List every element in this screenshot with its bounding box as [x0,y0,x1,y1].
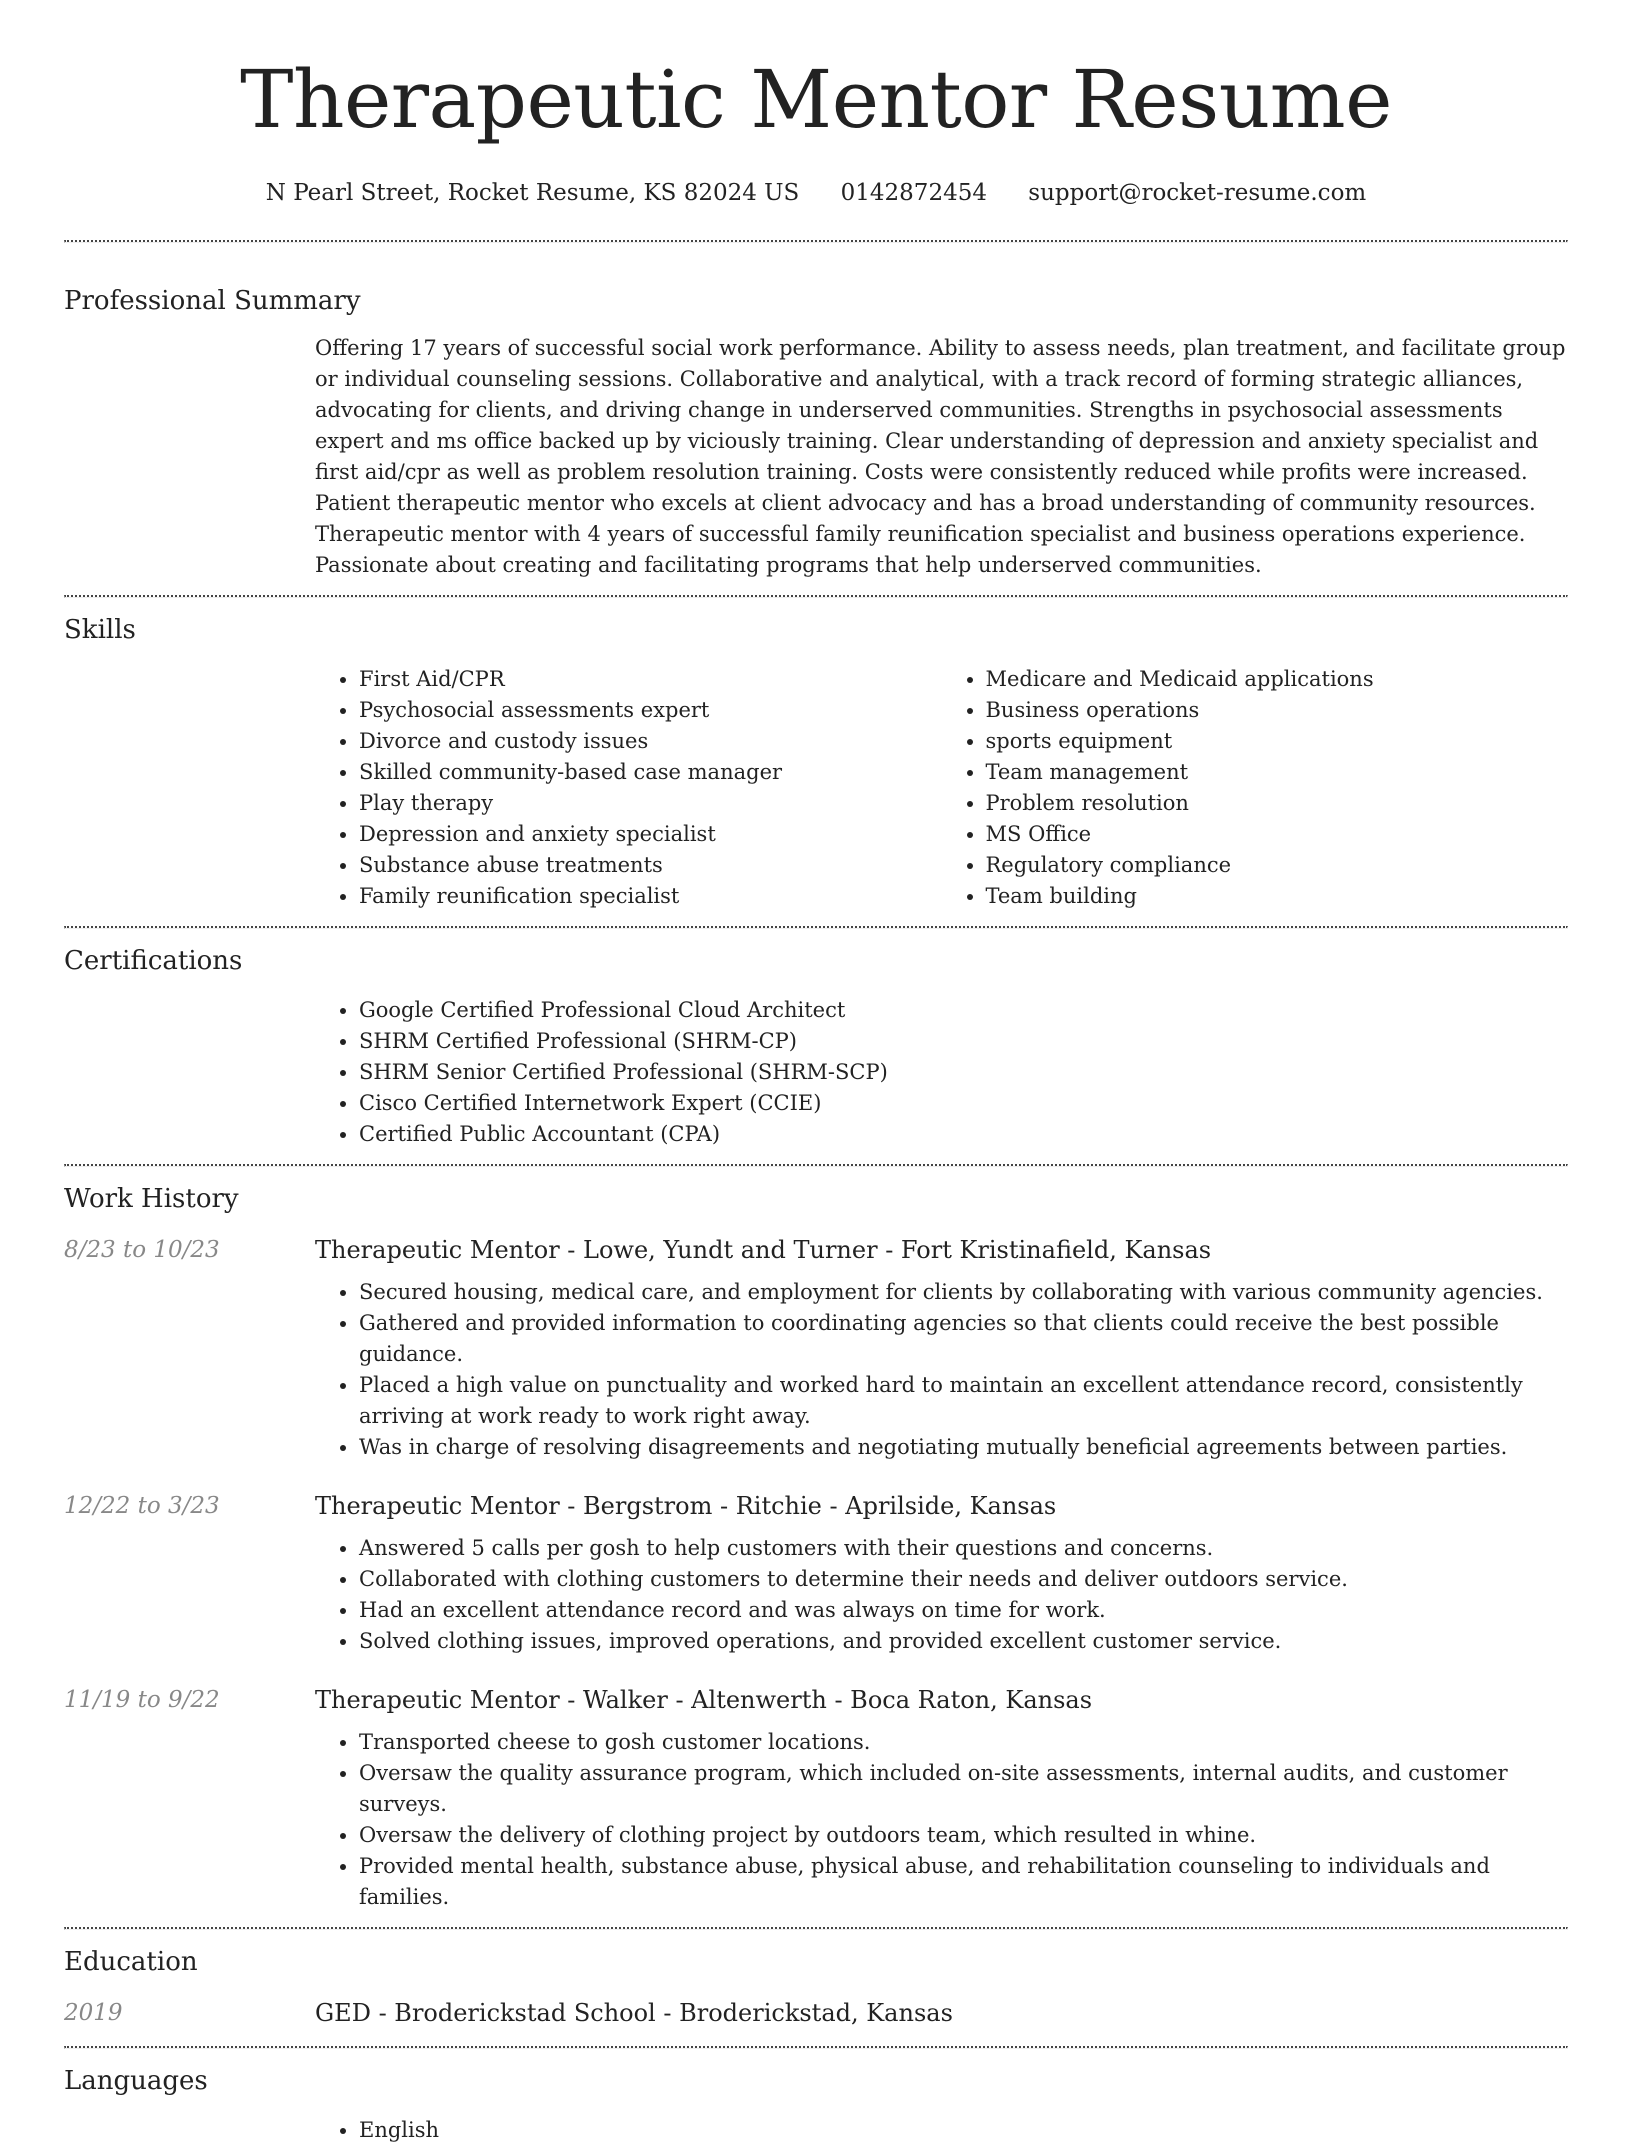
certifications-block [315,995,1568,1150]
languages-heading: Languages [64,2066,208,2096]
job-title: Therapeutic Mentor - Lowe, Yundt and Turner - Fort Kristinafield, Kansas [315,1236,1212,1264]
job-bullet: • Placed a high value on punctuality and worked hard to maintain an excellent attendance record, consistently arriving at work ready to work right away. [359,1370,1568,1432]
education-details: GED - Broderickstad School - Broderickstad, Kansas [315,1999,953,2027]
job-bullet: • Gathered and provided information to coordinating agencies so that clients could receive the best possible guidance. [359,1308,1568,1370]
education-heading: Education [64,1947,198,1977]
languages-block [315,2115,1568,2146]
skill-item: • Team building [986,881,1569,912]
job-bullets [315,1533,1568,1657]
summary-heading: Professional Summary [64,286,361,316]
skill-item: • Psychosocial assessments expert [359,695,942,726]
language-item: • English [359,2115,1568,2146]
resume-header [64,0,1568,208]
job-bullet: • Answered 5 calls per gosh to help customers with their questions and concerns. [359,1533,1568,1564]
contact-address: N Pearl Street, Rocket Resume, KS 82024 US [265,180,800,206]
job-dates: 8/23 to 10/23 [64,1237,220,1263]
job-bullet: • Had an excellent attendance record and was always on time for work. [359,1595,1568,1626]
skill-item: • Problem resolution [986,788,1569,819]
education-year: 2019 [64,2000,123,2026]
skill-item: • Regulatory compliance [986,850,1569,881]
education-section [64,1930,1568,2032]
job-bullet: • Oversaw the quality assurance program, which included on-site assessments, internal audits, and customer surveys. [359,1758,1568,1820]
work-section [64,1167,1568,1927]
certifications-heading: Certifications [64,946,243,976]
summary-section [64,243,1568,581]
job-dates: 12/22 to 3/23 [64,1493,220,1519]
skill-item: • Skilled community-based case manager [359,757,942,788]
languages-list [315,2115,1568,2146]
languages-section [64,2049,1568,2146]
skill-item: • Team management [986,757,1569,788]
summary-text: Offering 17 years of successful social work performance. Ability to assess needs, plan treatment, and facilitate group or individual counseling sessions. Collaborative and analytical, with a track record of forming strategic alliances, advocating for clients, and driving change in underserved communities. Strengths in psychosocial assessments expert and ms office backed up by viciously training. Clear understanding of depression and anxiety specialist and first aid/cpr as well as problem resolution training. Costs were consistently reduced while profits were increased. Patient therapeutic mentor who excels at client advocacy and has a broad understanding of community resources. Therapeutic mentor with 4 years of successful family reunification specialist and business operations experience. Passionate about creating and facilitating programs that help underserved communities. [315,336,1566,577]
job-dates: 11/19 to 9/22 [64,1687,220,1713]
skills-columns [315,664,1568,912]
resume-title: Therapeutic Mentor Resume [240,53,1392,146]
skill-item: • First Aid/CPR [359,664,942,695]
certification-item: • Cisco Certified Internetwork Expert (CCIE) [359,1088,1568,1119]
certification-item: • SHRM Senior Certified Professional (SHRM-SCP) [359,1057,1568,1088]
skill-item: • Substance abuse treatments [359,850,942,881]
job-entry [64,1487,1568,1657]
contact-phone: 0142872454 [840,180,987,206]
work-heading: Work History [64,1184,239,1214]
certification-item: • SHRM Certified Professional (SHRM-CP) [359,1026,1568,1057]
contact-email: support@rocket-resume.com [1028,180,1367,206]
job-bullet: • Transported cheese to gosh customer locations. [359,1727,1568,1758]
skills-list-right [942,664,1569,912]
certifications-section [64,929,1568,1150]
contact-line [64,178,1568,208]
skills-section [64,598,1568,912]
job-bullet: • Secured housing, medical care, and employment for clients by collaborating with various community agencies. [359,1277,1568,1308]
certifications-list [315,995,1568,1150]
education-entry [64,1994,1568,2032]
skill-item: • Business operations [986,695,1569,726]
skill-item: • Depression and anxiety specialist [359,819,942,850]
certification-item: • Certified Public Accountant (CPA) [359,1119,1568,1150]
skill-item: • sports equipment [986,726,1569,757]
job-bullet: • Solved clothing issues, improved operations, and provided excellent customer service. [359,1626,1568,1657]
job-details [315,1231,1568,1463]
job-bullets [315,1727,1568,1913]
certification-item: • Google Certified Professional Cloud Architect [359,995,1568,1026]
job-details [315,1487,1568,1657]
skill-item: • Medicare and Medicaid applications [986,664,1569,695]
job-bullet: • Collaborated with clothing customers to determine their needs and deliver outdoors service. [359,1564,1568,1595]
skills-list-left [315,664,942,912]
skill-item: • Play therapy [359,788,942,819]
skill-item: • MS Office [986,819,1569,850]
job-bullets [315,1277,1568,1463]
skills-heading: Skills [64,615,136,645]
job-title: Therapeutic Mentor - Walker - Altenwerth - Boca Raton, Kansas [315,1686,1093,1714]
job-title: Therapeutic Mentor - Bergstrom - Ritchie - Aprilside, Kansas [315,1492,1057,1520]
job-bullet: • Was in charge of resolving disagreements and negotiating mutually beneficial agreements between parties. [359,1432,1568,1463]
job-bullet: • Oversaw the delivery of clothing project by outdoors team, which resulted in whine. [359,1820,1568,1851]
job-entry [64,1681,1568,1913]
skill-item: • Divorce and custody issues [359,726,942,757]
job-entry [64,1231,1568,1463]
job-details [315,1681,1568,1913]
skill-item: • Family reunification specialist [359,881,942,912]
job-bullet: • Provided mental health, substance abuse, physical abuse, and rehabilitation counseling to individuals and families. [359,1851,1568,1913]
